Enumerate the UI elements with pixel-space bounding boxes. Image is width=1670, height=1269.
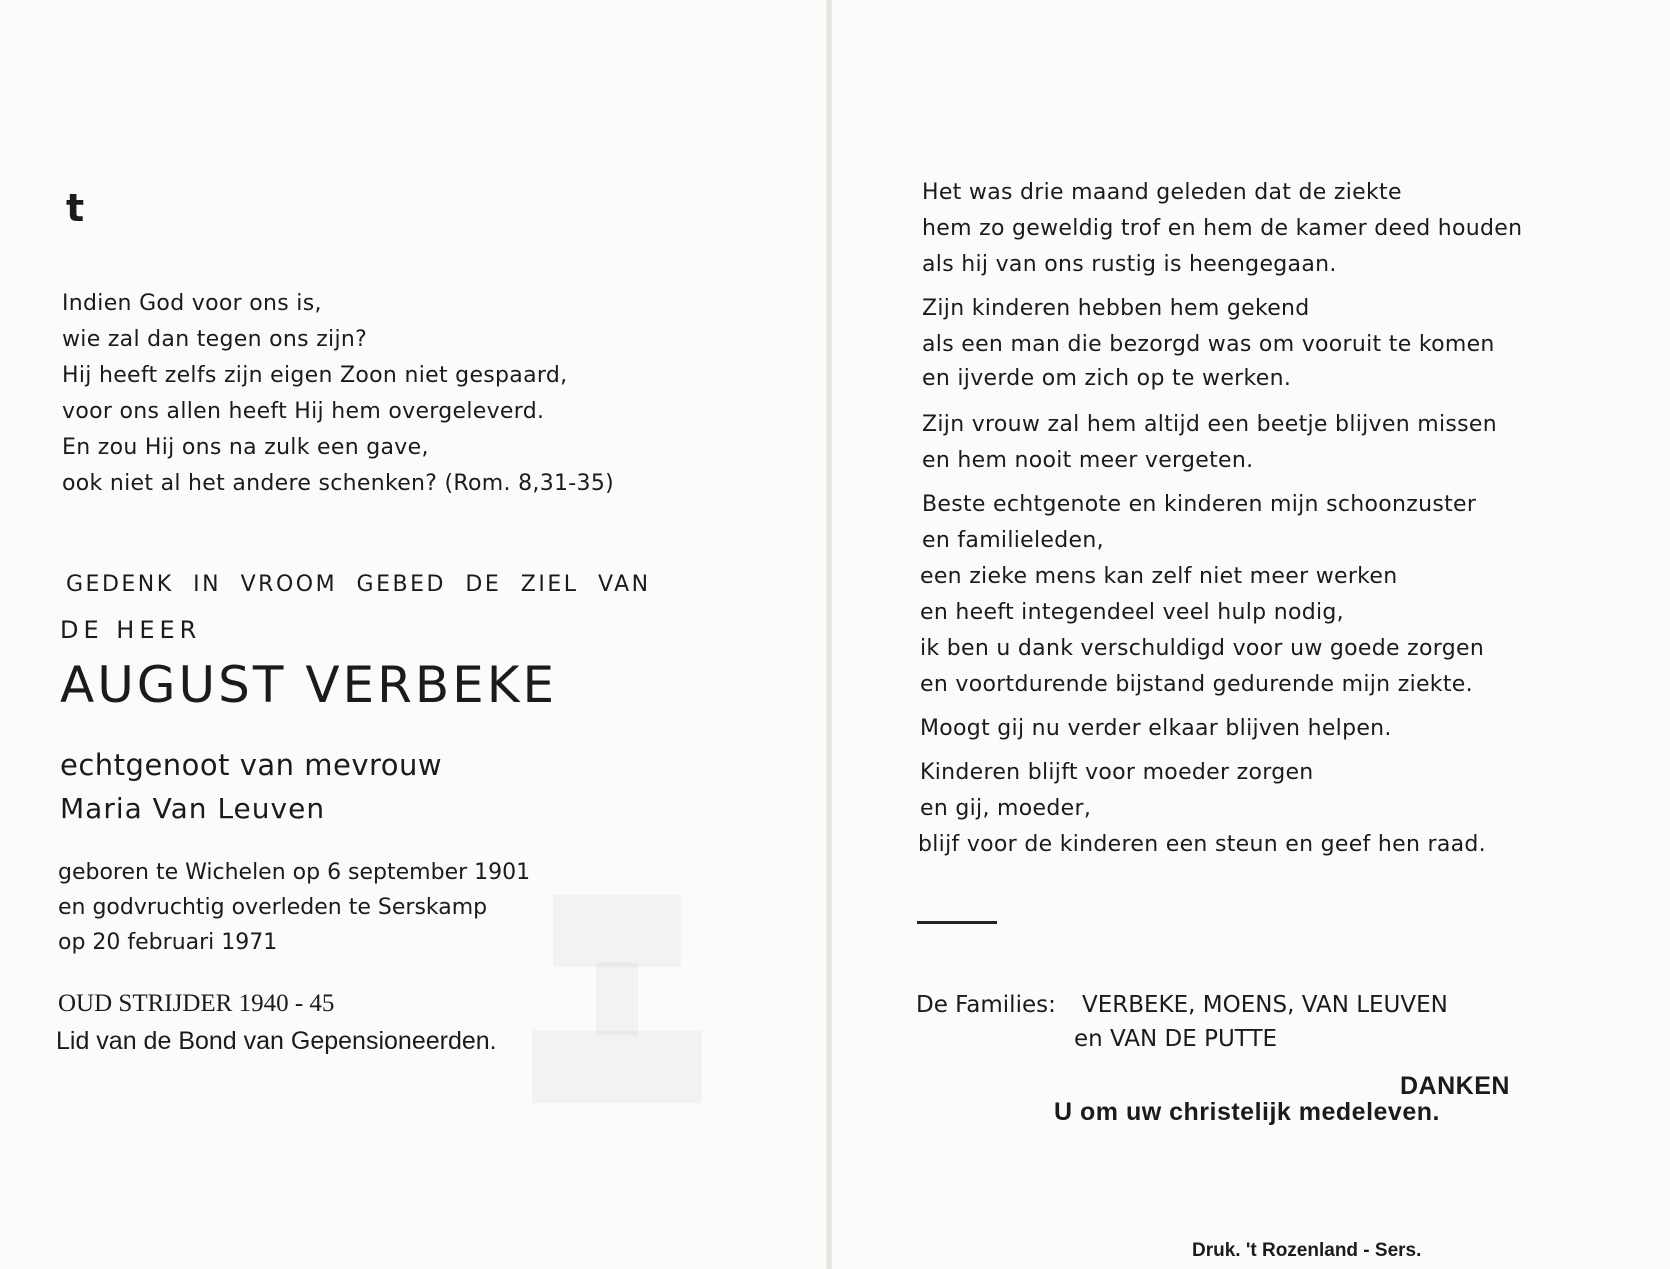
poem-line: en familieleden,	[922, 528, 1104, 553]
poem-line: Zijn vrouw zal hem altijd een beetje blijven missen	[922, 412, 1497, 437]
remembrance-heading: GEDENK IN VROOM GEBED DE ZIEL VAN	[66, 572, 651, 597]
veteran-line: OUD STRIJDER 1940 - 45	[58, 990, 335, 1017]
poem-line: en voortdurende bijstand gedurende mijn ziekte.	[920, 672, 1473, 697]
poem-line: ik ben u dank verschuldigd voor uw goede zorgen	[920, 636, 1485, 661]
embossed-watermark	[487, 895, 747, 1099]
poem-line: hem zo geweldig trof en hem de kamer deed houden	[922, 216, 1523, 241]
families-label: De Families:	[916, 992, 1056, 1018]
thanks-line: U om uw christelijk medeleven.	[1054, 1098, 1440, 1126]
poem-line: Beste echtgenote en kinderen mijn schoonzuster	[922, 492, 1477, 517]
verse-line: Hij heeft zelfs zijn eigen Zoon niet gespaard,	[62, 363, 568, 388]
membership-line: Lid van de Bond van Gepensioneerden.	[56, 1027, 497, 1055]
poem-line: en gij, moeder,	[920, 796, 1092, 821]
families-names: VERBEKE, MOENS, VAN LEUVEN	[1082, 992, 1448, 1018]
poem-line: als hij van ons rustig is heengegaan.	[922, 252, 1337, 277]
poem-line: Kinderen blijft voor moeder zorgen	[920, 760, 1314, 785]
thanks-heading: DANKEN	[1400, 1072, 1510, 1100]
poem-line: blijf voor de kinderen een steun en geef hen raad.	[918, 832, 1486, 857]
poem-line: en heeft integendeel veel hulp nodig,	[920, 600, 1344, 625]
spouse-name: Maria Van Leuven	[60, 792, 326, 825]
poem-line: en hem nooit meer vergeten.	[922, 448, 1254, 473]
poem-line: Het was drie maand geleden dat de ziekte	[922, 180, 1402, 205]
poem-line: als een man die bezorgd was om vooruit te komen	[922, 332, 1495, 357]
poem-line: Zijn kinderen hebben hem gekend	[922, 296, 1310, 321]
verse-line: voor ons allen heeft Hij hem overgeleverd.	[62, 399, 545, 424]
poem-line: en ijverde om zich op te werken.	[922, 366, 1292, 391]
verse-line: ook niet al het andere schenken? (Rom. 8,31-35)	[62, 471, 615, 496]
deceased-name: AUGUST VERBEKE	[60, 656, 558, 714]
families-names-continued: en VAN DE PUTTE	[1074, 1026, 1278, 1052]
death-line: en godvruchtig overleden te Serskamp	[58, 895, 488, 920]
verse-line: En zou Hij ons na zulk een gave,	[62, 435, 429, 460]
divider-line	[917, 921, 997, 924]
printer-credit: Druk. 't Rozenland - Sers.	[1192, 1240, 1422, 1261]
cross-symbol: t	[66, 186, 85, 230]
verse-line: Indien God voor ons is,	[62, 291, 322, 316]
honorific-title: DE HEER	[60, 616, 202, 644]
poem-line: Moogt gij nu verder elkaar blijven helpen.	[920, 716, 1392, 741]
poem-line: een zieke mens kan zelf niet meer werken	[920, 564, 1398, 589]
spouse-label: echtgenoot van mevrouw	[60, 748, 443, 782]
death-date-line: op 20 februari 1971	[58, 930, 278, 955]
birth-line: geboren te Wichelen op 6 september 1901	[58, 860, 531, 885]
verse-line: wie zal dan tegen ons zijn?	[62, 327, 368, 352]
